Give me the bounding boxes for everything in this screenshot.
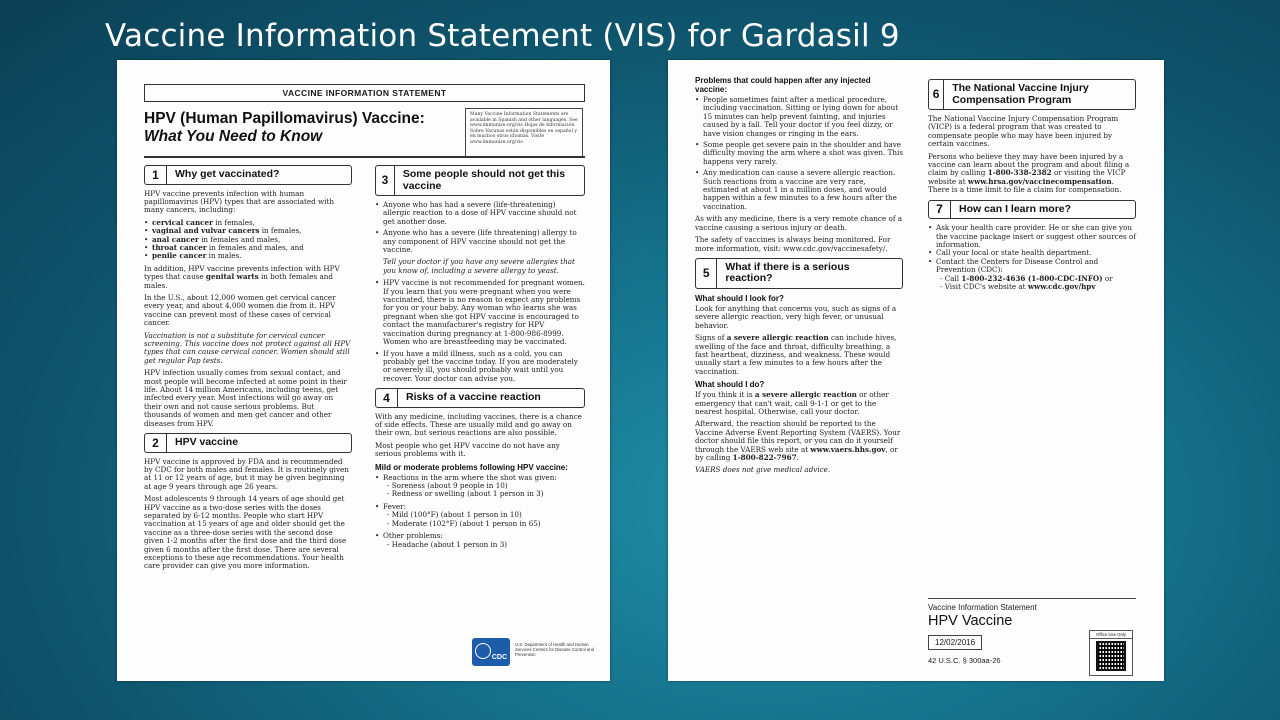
section-title: How can I learn more?	[959, 202, 1072, 215]
bullet-list	[375, 474, 585, 549]
section-number: 1	[145, 166, 167, 184]
title-line-1: HPV (Human Papillomavirus) Vaccine:	[144, 110, 425, 127]
paragraph: Most adolescents 9 through 14 years of age should get HPV vaccine as a two-dose series with the doses separated by 6-12 months. People who start HPV vaccination at 15 years of age and older should get the vaccine as a three-dose series with the second dose given 1-2 months after the first dose and the third dose given 6 months after the first dose. There are several exceptions to these age recommendations. Your health care provider can give you more information.	[144, 494, 347, 571]
subheading: What should I look for?	[695, 293, 784, 303]
cdc-logo	[472, 638, 510, 666]
list-item: • Contact the Centers for Disease Control and Prevention (CDC): - Call 1-800-232-4636 (1-800-CDC-INFO) or - Visit CDC's website at www.cdc.gov/hpv	[928, 258, 1136, 292]
title-line-2: What You Need to Know	[144, 128, 323, 145]
list-item: • cervical cancer in females,	[144, 219, 352, 227]
list-item: • Ask your health care provider. He or she can give you the vaccine package insert or suggest other sources of information.	[928, 224, 1136, 249]
paragraph: Look for anything that concerns you, such as signs of a severe allergic reaction, very high fever, or unusual behavior.	[695, 303, 897, 330]
list-item: • penile cancer in males.	[144, 252, 352, 260]
section-title: The National Vaccine Injury Compensation Program	[952, 82, 1089, 106]
slide-title: Vaccine Information Statement (VIS) for Gardasil 9	[105, 18, 900, 54]
vis-banner: VACCINE INFORMATION STATEMENT	[144, 84, 585, 102]
section-1-header	[144, 165, 352, 185]
cancer-list	[144, 219, 352, 261]
paragraph: In the U.S., about 12,000 women get cervical cancer every year, and about 4,000 women die from it. HPV vaccine can prevent most of these cases of cervical cancer.	[144, 292, 336, 328]
section-2-header	[144, 433, 352, 453]
section-title: Some people should not get this vaccine	[402, 168, 566, 192]
list-item: • throat cancer in females and males, and	[144, 244, 352, 252]
paragraph: Signs of a severe allergic reaction can include hives, swelling of the face and throat, difficulty breathing, a fast heartbeat, dizziness, and weakness. These would usually start a few minutes to a few hours after the vaccination.	[695, 333, 897, 376]
list-item: • People sometimes faint after a medical procedure, including vaccination. Sitting or lying down for about 15 minutes can help prevent fainting, and injuries caused by a fall. Tell your doctor if you feel dizzy, or have vision changes or ringing in the ears.	[695, 96, 903, 138]
page2-left-column	[695, 76, 903, 479]
list-item: • Fever: - Mild (100°F) (about 1 person in 10) - Moderate (102°F) (about 1 person in 65)	[375, 503, 585, 528]
section-7-header	[928, 200, 1136, 220]
paragraph: The National Vaccine Injury Compensation Program (VICP) is a federal program that was created to compensate people who may have been injured by certain vaccines.	[928, 114, 1119, 149]
office-use-label: Office Use Only	[1090, 631, 1132, 639]
footer-law-citation: 42 U.S.C. § 300aa-26	[928, 656, 1001, 665]
list-item: • vaginal and vulvar cancers in females,	[144, 227, 352, 235]
paragraph: Vaccination is not a substitute for cervical cancer screening. This vaccine does not protect against all HPV types that can cause cervical cancer. Women should still get regular Pap tests.	[144, 330, 351, 365]
document-title	[144, 110, 459, 146]
list-item: • Some people get severe pain in the shoulder and have difficulty moving the arm where a shot was given. This happens very rarely.	[695, 141, 903, 166]
section-number: 2	[145, 434, 167, 452]
section-title: HPV vaccine	[175, 436, 239, 449]
hhs-agency-text: U.S. Department of Health and Human Services Centers for Disease Control and Prevention	[515, 642, 595, 657]
page1-left-column	[144, 160, 352, 575]
list-item: • If you have a mild illness, such as a cold, you can probably get the vaccine today. If you are moderately or severely ill, you should probably wait until you recover. Your doctor can advise you.	[375, 350, 585, 384]
paragraph: VAERS does not give medical advice.	[695, 465, 831, 475]
paragraph: In addition, HPV vaccine prevents infection with HPV types that cause genital warts in both females and males.	[144, 263, 340, 290]
list-item: • anal cancer in females and males,	[144, 236, 352, 244]
qr-code-icon	[1098, 643, 1124, 669]
list-item: • Call your local or state health department.	[928, 249, 1136, 257]
section-4-header	[375, 388, 585, 408]
subheading: Mild or moderate problems following HPV vaccine:	[375, 462, 568, 472]
title-divider	[144, 156, 585, 158]
paragraph: HPV infection usually comes from sexual contact, and most people will become infected at some point in their life. About 14 million Americans, including teens, get infected every year. Most infections will go away on their own and not cause serious problems. But thousands of women and men get cancer and other diseases from HPV.	[144, 368, 347, 428]
paragraph: With any medicine, including vaccines, there is a chance of side effects. These are usually mild and go away on their own, but serious reactions are also possible.	[375, 411, 582, 438]
section-number: 5	[696, 259, 717, 288]
footer-vaccine-name: HPV Vaccine	[928, 613, 1013, 629]
section-6-header	[928, 79, 1136, 110]
section-number: 3	[376, 166, 395, 195]
paragraph: Tell your doctor if you have any severe allergies that you know of, including a severe allergy to yeast.	[383, 257, 575, 275]
footer-date: 12/02/2016	[928, 635, 982, 650]
section-5-header	[695, 258, 903, 289]
bullet-list	[375, 279, 585, 383]
paragraph: If you think it is a severe allergic reaction or other emergency that can't wait, call 9-1-1 or get to the nearest hospital. Otherwise, call your doctor.	[695, 390, 889, 416]
footer-label: Vaccine Information Statement	[928, 603, 1037, 612]
bullet-list	[375, 201, 585, 254]
hhs-seal-icon	[475, 643, 491, 659]
paragraph: Persons who believe they may have been injured by a vaccine can learn about the program and about filing a claim by calling 1-800-338-2382 or visiting the VICP website at www.hrsa.gov/vaccinecompensation. There is a time limit to file a claim for compensation.	[928, 151, 1130, 195]
section-title: What if there is a serious reaction?	[725, 260, 850, 285]
paragraph: Afterward, the reaction should be reported to the Vaccine Adverse Event Reporting System (VAERS). Your doctor should file this report, or you can do it yourself through the VAERS web site at www.vaers.hhs.gov, or by calling 1-800-822-7967.	[695, 419, 901, 462]
list-item: • Any medication can cause a severe allergic reaction. Such reactions from a vaccine are very rare, estimated at about 1 in a million doses, and would happen within a few minutes to a few hours after the vaccination.	[695, 169, 903, 211]
section-title: Risks of a vaccine reaction	[406, 391, 541, 404]
page2-right-column	[928, 76, 1136, 295]
office-use-box	[1089, 630, 1133, 676]
paragraph: HPV vaccine prevents infection with human papillomavirus (HPV) types that are associated with many cancers, including:	[144, 188, 335, 215]
list-item: • Anyone who has had a severe (life-threatening) allergic reaction to a dose of HPV vaccine should not get another dose.	[375, 201, 585, 226]
cdc-logo-text: CDC	[491, 654, 507, 661]
bullet-list	[695, 96, 903, 211]
subheading: What should I do?	[695, 380, 765, 390]
vis-page-1	[117, 60, 610, 681]
paragraph: As with any medicine, there is a very remote chance of a vaccine causing a serious injury or death.	[695, 214, 903, 232]
list-item: • Other problems: - Headache (about 1 person in 3)	[375, 532, 585, 549]
paragraph: The safety of vaccines is always being monitored. For more information, visit: www.cdc.gov/vaccinesafety/.	[695, 235, 891, 253]
section-number: 7	[929, 201, 951, 219]
section-number: 4	[376, 389, 398, 407]
vis-page-2	[668, 60, 1164, 681]
language-note-box: Many Vaccine Information Statements are available in Spanish and other languages. See www.immunize.org/vis Hojas de Información Sobre Vacunas están disponibles en español y en muchos otros idiomas. Visite www.immunize.org/vis	[465, 108, 583, 158]
section-number: 6	[929, 80, 944, 109]
paragraph: HPV vaccine is approved by FDA and is recommended by CDC for both males and females. It is routinely given at 11 or 12 years of age, but it may be given beginning at age 9 years through age 26 years.	[144, 456, 349, 491]
list-item: • HPV vaccine is not recommended for pregnant women. If you learn that you were pregnant when you were vaccinated, there is no reason to expect any problems for you or your baby. Any woman who learns she was pregnant when she got HPV vaccine is encouraged to contact the manufacturer's registry for HPV vaccination during pregnancy at 1-800-986-8999. Women who are breastfeeding may be vaccinated.	[375, 279, 585, 346]
bullet-list	[928, 224, 1136, 291]
paragraph: Most people who get HPV vaccine do not have any serious problems with it.	[375, 440, 560, 459]
section-title: Why get vaccinated?	[175, 168, 280, 180]
list-item: • Anyone who has a severe (life threatening) allergy to any component of HPV vaccine should not get the vaccine.	[375, 229, 585, 254]
page1-right-column	[375, 160, 585, 553]
list-item: • Reactions in the arm where the shot was given: - Soreness (about 9 people in 10) - Redness or swelling (about 1 person in 3)	[375, 474, 585, 499]
section-3-header	[375, 165, 585, 196]
subheading: Problems that could happen after any injected vaccine:	[695, 76, 871, 94]
